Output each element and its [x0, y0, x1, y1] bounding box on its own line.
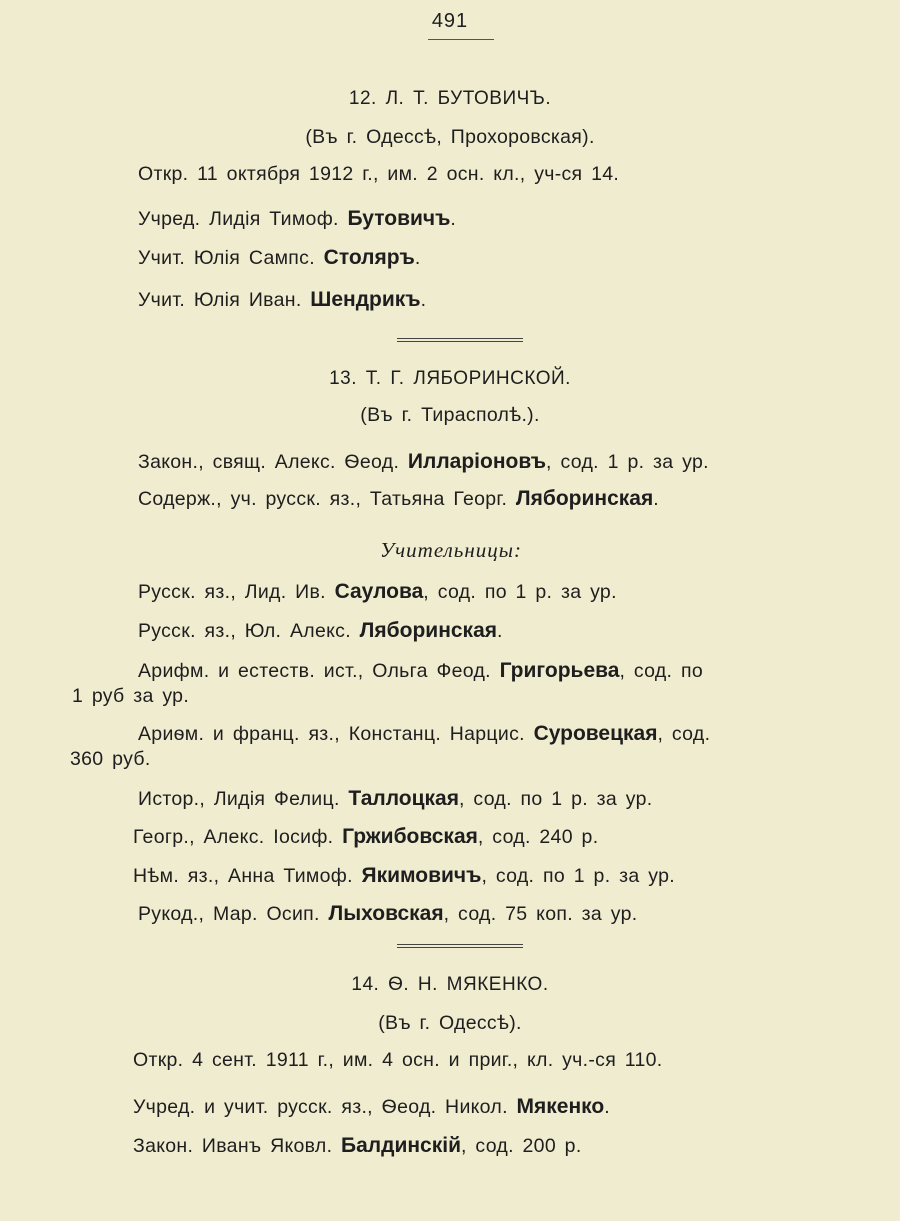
section-14-title: 14. Ѳ. Н. МЯКЕНКО. [351, 974, 549, 995]
teacher-surname: Ляборинская [359, 619, 498, 642]
staff-rest: . [604, 1096, 610, 1118]
teacher-line [133, 825, 598, 849]
teacher-surname: Таллоцкая [348, 787, 459, 810]
teacher-rest: . [497, 620, 503, 642]
section-14-location: (Въ г. Одессѣ). [378, 1012, 522, 1034]
staff-rest: . [420, 289, 427, 311]
teacher-rest: , сод. 75 коп. за ур. [443, 903, 638, 925]
teachers-heading: Учительницы: [380, 538, 522, 562]
section-12-title: 12. Л. Т. БУТОВИЧЪ. [348, 88, 552, 109]
staff-role: Учред. и учит. русск. яз., Ѳеод. Никол. [133, 1096, 508, 1118]
staff-role: Учит. Юлія Сампс. [138, 247, 315, 269]
section-13-title: 13. Т. Г. ЛЯБОРИНСКОЙ. [329, 368, 571, 389]
section-13-location: (Въ г. Тирасполѣ.). [360, 404, 540, 426]
staff-line [138, 450, 709, 474]
page-number-rule [428, 39, 494, 40]
teacher-rest: , сод. по 1 р. за ур. [458, 788, 653, 810]
teacher-line [138, 787, 652, 811]
teacher-line [138, 722, 710, 746]
staff-line [138, 246, 421, 270]
teacher-role: Рукод., Мар. Осип. [138, 903, 320, 925]
teacher-surname: Суровецкая [533, 722, 658, 745]
teacher-line [138, 659, 703, 683]
staff-rest: . [653, 488, 659, 510]
teacher-surname: Гржибовская [342, 825, 478, 848]
staff-rest: . [414, 247, 421, 269]
teacher-line [138, 902, 637, 926]
section-14-opened: Откр. 4 сент. 1911 г., им. 4 осн. и приг., кл. уч.-ся 110. [133, 1049, 663, 1071]
teacher-line [133, 864, 675, 888]
staff-surname: Балдинскій [341, 1134, 461, 1157]
teacher-rest: , сод. по 1 р. за ур. [423, 581, 617, 603]
staff-rest: . [450, 208, 457, 230]
teacher-line [138, 619, 503, 643]
staff-role: Закон. Иванъ Яковл. [133, 1135, 333, 1157]
teacher-line-continuation: 1 руб за ур. [72, 685, 190, 707]
teacher-role: Истор., Лидія Фелиц. [138, 788, 340, 810]
teacher-rest: , сод. 240 р. [477, 826, 599, 848]
staff-surname: Илларіоновъ [407, 450, 547, 473]
teacher-surname: Григорьева [499, 659, 620, 682]
teacher-rest: , сод. [657, 723, 711, 745]
staff-surname: Бутовичъ [347, 207, 451, 230]
staff-line [138, 487, 659, 511]
teacher-rest: , сод. по 1 р. за ур. [481, 865, 675, 887]
teacher-line [138, 580, 617, 604]
page-number: 491 [431, 10, 469, 32]
staff-line [138, 288, 426, 312]
section-divider [397, 944, 523, 948]
staff-rest: , сод. 1 р. за ур. [546, 451, 709, 473]
teacher-role: Русск. яз., Лид. Ив. [138, 581, 326, 603]
staff-line [133, 1095, 610, 1119]
teacher-surname: Якимовичъ [361, 864, 482, 887]
staff-surname: Ляборинская [515, 487, 654, 510]
teacher-role: Русск. яз., Юл. Алекс. [138, 620, 351, 642]
staff-role: Учит. Юлія Иван. [138, 289, 302, 311]
staff-role: Содерж., уч. русск. яз., Татьяна Георг. [138, 488, 508, 510]
staff-rest: , сод. 200 р. [461, 1135, 582, 1157]
teacher-role: Геогр., Алекс. Іосиф. [133, 826, 334, 848]
teacher-rest: , сод. по [619, 660, 703, 682]
section-12-opened: Откр. 11 октября 1912 г., им. 2 осн. кл., уч-ся 14. [138, 163, 620, 185]
section-divider [397, 338, 523, 342]
teacher-role: Арифм. и естеств. ист., Ольга Феод. [138, 660, 491, 682]
staff-role: Учред. Лидія Тимоф. [138, 208, 339, 230]
teacher-role: Нѣм. яз., Анна Тимоф. [133, 865, 353, 887]
staff-surname: Столяръ [323, 246, 415, 269]
teacher-surname: Лыховская [328, 902, 444, 925]
staff-line [133, 1134, 582, 1158]
teacher-line-continuation: 360 руб. [70, 748, 151, 770]
section-12-location: (Въ г. Одессѣ, Прохоровская). [305, 126, 595, 148]
teacher-role: Ариѳм. и франц. яз., Констанц. Нарцис. [138, 723, 525, 745]
staff-line [138, 207, 456, 231]
teacher-surname: Саулова [334, 580, 424, 603]
staff-surname: Шендрикъ [310, 288, 421, 311]
staff-role: Закон., свящ. Алекс. Ѳеод. [138, 451, 400, 473]
staff-surname: Мякенко [516, 1095, 605, 1118]
